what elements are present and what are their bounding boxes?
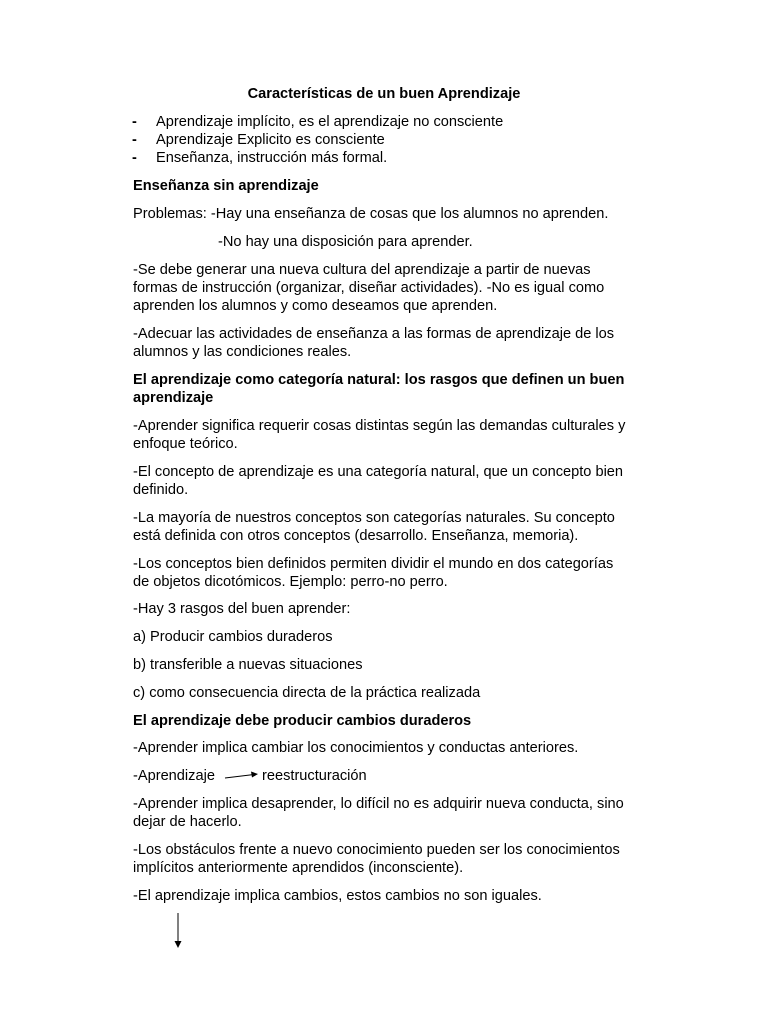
section-heading: El aprendizaje debe producir cambios duraderos: [133, 713, 472, 729]
paragraph-line: alumnos y las condiciones reales.: [133, 344, 352, 360]
paragraph-line: -Aprender implica desaprender, lo difícil no es adquirir nueva conducta, sino: [133, 796, 624, 812]
paragraph-line: definido.: [133, 482, 189, 498]
paragraph-line: -Los obstáculos frente a nuevo conocimiento pueden ser los conocimientos: [133, 842, 620, 858]
paragraph-line: -Se debe generar una nueva cultura del aprendizaje a partir de nuevas: [133, 262, 591, 278]
bullet-item: Aprendizaje Explicito es consciente: [156, 132, 385, 148]
section-heading: Enseñanza sin aprendizaje: [133, 178, 319, 194]
paragraph-line: -El aprendizaje implica cambios, estos cambios no son iguales.: [133, 888, 542, 904]
paragraph-line: de objetos dicotómicos. Ejemplo: perro-no perro.: [133, 574, 448, 590]
paragraph-line: aprenden los alumnos y como deseamos que aprenden.: [133, 298, 498, 314]
paragraph-line: -No hay una disposición para aprender.: [218, 234, 473, 250]
list-item: a) Producir cambios duraderos: [133, 629, 333, 645]
paragraph-line: -Aprender implica cambiar los conocimientos y conductas anteriores.: [133, 740, 579, 756]
paragraph-line: implícitos anteriormente aprendidos (inconsciente).: [133, 860, 464, 876]
bullet-marker: -: [132, 114, 137, 130]
list-item: c) como consecuencia directa de la práctica realizada: [133, 685, 481, 701]
paragraph-line: -El concepto de aprendizaje es una categoría natural, que un concepto bien: [133, 464, 624, 480]
paragraph-line: -Aprendizaje: [133, 768, 215, 784]
section-heading: El aprendizaje como categoría natural: los rasgos que definen un buen: [133, 372, 625, 388]
paragraph-line: formas de instrucción (organizar, diseñar actividades). -No es igual como: [133, 280, 605, 296]
right-arrow-icon: [224, 770, 260, 782]
section-heading: aprendizaje: [133, 390, 214, 406]
bullet-item: Enseñanza, instrucción más formal.: [156, 150, 388, 166]
bullet-marker: -: [132, 132, 137, 148]
paragraph-line: Problemas: -Hay una enseñanza de cosas que los alumnos no aprenden.: [133, 206, 609, 222]
bullet-marker: -: [132, 150, 137, 166]
paragraph-line: -Aprender significa requerir cosas distintas según las demandas culturales y: [133, 418, 626, 434]
document-title: Características de un buen Aprendizaje: [247, 86, 521, 102]
paragraph-line: enfoque teórico.: [133, 436, 238, 452]
list-item: b) transferible a nuevas situaciones: [133, 657, 363, 673]
paragraph-line: -La mayoría de nuestros conceptos son categorías naturales. Su concepto: [133, 510, 615, 526]
down-arrow-icon: [172, 912, 184, 950]
paragraph-line: -Adecuar las actividades de enseñanza a las formas de aprendizaje de los: [133, 326, 615, 342]
paragraph-line: está definida con otros conceptos (desarrollo. Enseñanza, memoria).: [133, 528, 579, 544]
paragraph-line: -Los conceptos bien definidos permiten dividir el mundo en dos categorías: [133, 556, 614, 572]
paragraph-line: dejar de hacerlo.: [133, 814, 242, 830]
paragraph-line: -Hay 3 rasgos del buen aprender:: [133, 601, 351, 617]
paragraph-line: reestructuración: [262, 768, 367, 784]
bullet-item: Aprendizaje implícito, es el aprendizaje no consciente: [156, 114, 504, 130]
